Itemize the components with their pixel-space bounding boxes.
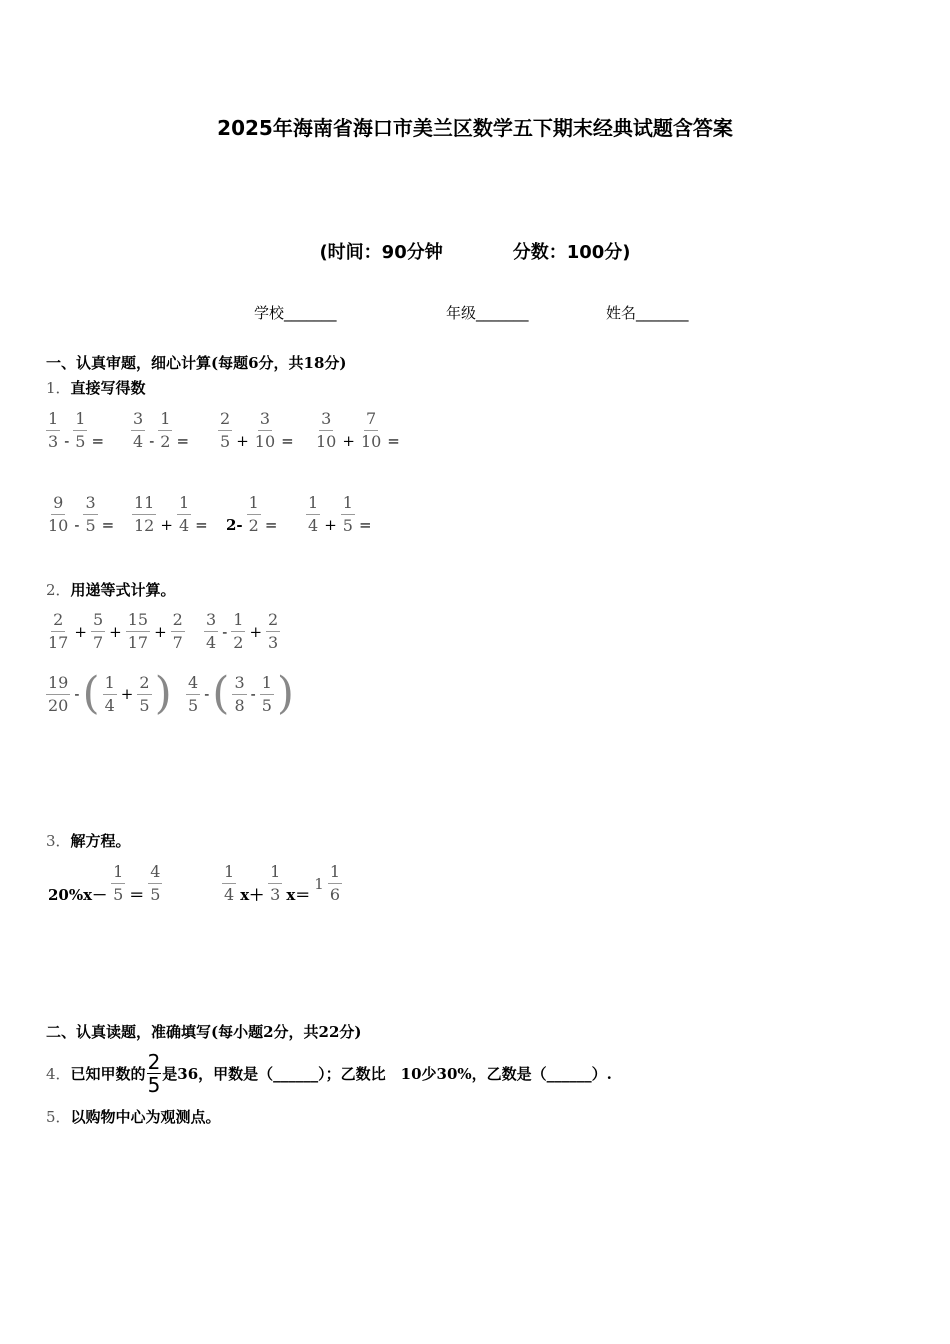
fraction — [148, 864, 162, 903]
q3-equation-2 — [220, 862, 344, 905]
question-number: 3． — [46, 832, 71, 850]
denominator: 5 — [150, 885, 161, 904]
fraction — [328, 864, 342, 903]
denominator: 4 — [133, 431, 144, 451]
numerator: 9 — [51, 495, 65, 515]
numerator: 1 — [222, 864, 236, 884]
denominator: 17 — [127, 633, 149, 652]
denominator: 3 — [268, 633, 279, 652]
fraction — [186, 672, 200, 715]
operator: x＋ — [240, 886, 265, 904]
fraction — [204, 612, 218, 651]
question-4 — [46, 1052, 612, 1095]
fraction — [359, 408, 383, 451]
fraction — [103, 672, 117, 715]
denominator: 10 — [316, 431, 337, 451]
numerator: 1 — [341, 495, 355, 515]
numerator: 11 — [132, 495, 156, 515]
question-text: 用递等式计算。 — [70, 581, 176, 599]
operator: + — [236, 432, 249, 450]
left-paren: ( — [82, 668, 100, 719]
numerator: 4 — [148, 864, 162, 884]
right-paren: ) — [154, 668, 172, 719]
denominator: 5 — [261, 695, 272, 715]
numerator: 1 — [247, 495, 261, 515]
section-1-heading: 一、认真审题，细心计算(每题6分，共18分) — [46, 354, 347, 372]
denominator: 5 — [85, 515, 96, 535]
operator: ＝ — [129, 886, 145, 904]
fraction — [46, 492, 70, 535]
numerator: 1 — [260, 675, 274, 695]
fraction — [314, 408, 338, 451]
question-number: 1． — [46, 379, 71, 397]
question-text: 解方程。 — [70, 832, 131, 850]
operator: x＝ — [286, 886, 311, 904]
fraction — [266, 612, 280, 651]
denominator: 8 — [234, 695, 245, 715]
q2-expression-3 — [44, 668, 173, 719]
grade-field: 年级_______ — [446, 304, 529, 322]
operator: + — [74, 622, 87, 641]
operator: = — [195, 516, 208, 534]
operator: = — [101, 516, 115, 534]
operator: 1 — [314, 874, 324, 893]
fraction — [231, 612, 245, 651]
denominator: 2 — [160, 431, 171, 451]
fraction — [341, 492, 355, 535]
operator: - — [204, 685, 210, 703]
question-text: 直接写得数 — [70, 379, 146, 397]
denominator: 10 — [254, 431, 276, 451]
fraction — [306, 492, 320, 535]
left-paren: ( — [212, 668, 230, 719]
denominator: 5 — [147, 1073, 161, 1097]
operator: + — [120, 685, 134, 703]
q3-equation-1 — [46, 862, 164, 905]
operator: + — [160, 516, 173, 534]
numerator: 2 — [218, 411, 232, 431]
denominator: 4 — [224, 885, 235, 904]
numerator: 1 — [231, 612, 245, 632]
denominator: 12 — [134, 515, 155, 535]
denominator: 10 — [360, 431, 382, 451]
fraction — [158, 408, 172, 451]
fraction — [147, 1052, 162, 1095]
question-5 — [46, 1106, 221, 1127]
numerator: 3 — [131, 411, 145, 431]
fraction — [253, 408, 277, 451]
q1-item-8 — [304, 494, 374, 534]
numerator: 19 — [46, 675, 70, 695]
denominator: 10 — [48, 515, 69, 535]
operator: + — [154, 622, 167, 641]
denominator: 2 — [233, 633, 244, 652]
denominator: 4 — [206, 633, 217, 652]
numerator: 4 — [186, 675, 200, 695]
question-number: 4． — [46, 1065, 71, 1083]
question-text: 以购物中心为观测点。 — [70, 1108, 221, 1126]
numerator: 1 — [268, 864, 282, 884]
operator: 2- — [226, 516, 243, 534]
fraction — [91, 612, 105, 651]
numerator: 1 — [46, 411, 60, 431]
fraction — [111, 864, 125, 903]
fraction — [73, 408, 87, 451]
denominator: 5 — [139, 695, 150, 715]
numerator: 3 — [258, 411, 272, 431]
operator: = — [358, 516, 372, 534]
fraction — [177, 492, 191, 535]
section-2-heading: 二、认真读题，准确填写(每小题2分，共22分) — [46, 1023, 362, 1041]
q1-item-6 — [130, 494, 210, 534]
numerator: 1 — [306, 495, 320, 515]
time-limit: (时间：90分钟 — [319, 242, 443, 263]
fraction — [132, 492, 156, 535]
numerator: 2 — [137, 675, 151, 695]
q1-item-2 — [129, 410, 191, 450]
name-field: 姓名_______ — [606, 304, 689, 322]
question-1-title — [46, 377, 146, 398]
exam-meta — [0, 238, 950, 264]
question-text-pre: 已知甲数的 — [70, 1065, 146, 1083]
q2-expression-1 — [44, 612, 187, 651]
denominator: 7 — [172, 633, 183, 652]
denominator: 2 — [248, 515, 259, 535]
operator: = — [387, 432, 400, 450]
numerator: 1 — [158, 411, 172, 431]
fraction — [83, 492, 97, 535]
operator: - — [250, 685, 256, 703]
fraction — [171, 612, 185, 651]
q1-item-5 — [44, 494, 116, 534]
fraction — [247, 492, 261, 535]
denominator: 3 — [48, 431, 59, 451]
numerator: 2 — [171, 612, 185, 632]
numerator: 5 — [91, 612, 105, 632]
fraction — [222, 864, 236, 903]
denominator: 20 — [48, 695, 69, 715]
denominator: 4 — [308, 515, 319, 535]
operator: = — [176, 432, 190, 450]
numerator: 1 — [103, 675, 117, 695]
question-number: 5． — [46, 1108, 71, 1126]
denominator: 4 — [104, 695, 115, 715]
right-paren: ) — [276, 668, 295, 719]
numerator: 2 — [147, 1050, 161, 1074]
school-field: 学校_______ — [254, 304, 337, 322]
fraction — [126, 612, 150, 651]
q1-item-7 — [224, 494, 279, 534]
denominator: 5 — [113, 885, 124, 904]
denominator: 5 — [220, 431, 231, 451]
numerator: 1 — [177, 495, 191, 515]
q2-expression-4 — [184, 668, 295, 719]
document-title: 2025年海南省海口市美兰区数学五下期末经典试题含答案 — [217, 116, 733, 140]
operator: - — [74, 685, 80, 703]
numerator: 1 — [73, 411, 87, 431]
numerator: 3 — [83, 495, 97, 515]
operator: + — [324, 516, 337, 534]
numerator: 15 — [126, 612, 150, 632]
denominator: 5 — [342, 515, 353, 535]
numerator: 1 — [111, 864, 125, 884]
question-3-title — [46, 830, 131, 851]
operator: + — [109, 622, 122, 641]
operator: = — [264, 516, 278, 534]
operator: - — [222, 622, 228, 641]
q2-expression-2 — [202, 612, 282, 651]
numerator: 7 — [364, 411, 378, 431]
operator: + — [249, 622, 263, 641]
operator: + — [342, 432, 355, 450]
question-text-post: 是36，甲数是（______）；乙数比 10少30%，乙数是（______）. — [162, 1065, 612, 1083]
operator: = — [91, 432, 105, 450]
operator: 20%x－ — [48, 886, 108, 904]
numerator: 3 — [204, 612, 218, 632]
fraction — [268, 864, 282, 903]
denominator: 5 — [188, 695, 199, 715]
numerator: 3 — [232, 675, 246, 695]
fraction — [46, 612, 70, 651]
fraction — [232, 672, 246, 715]
numerator: 2 — [51, 612, 65, 632]
numerator: 2 — [266, 612, 280, 632]
operator: - — [74, 516, 80, 534]
denominator: 4 — [178, 515, 190, 535]
denominator: 6 — [329, 885, 341, 904]
denominator: 7 — [92, 633, 104, 652]
operator: - — [64, 432, 70, 450]
fraction — [137, 672, 151, 715]
fraction — [131, 408, 145, 451]
fraction — [218, 408, 232, 451]
q1-item-1 — [44, 410, 106, 450]
denominator: 3 — [270, 885, 281, 904]
q1-item-4 — [312, 410, 402, 450]
denominator: 5 — [75, 431, 86, 451]
numerator: 1 — [328, 864, 342, 884]
question-2-title — [46, 579, 176, 600]
question-number: 2． — [46, 581, 71, 599]
fraction — [46, 672, 70, 715]
fraction — [260, 672, 274, 715]
numerator: 3 — [319, 411, 333, 431]
total-score: 分数：100分) — [512, 242, 631, 263]
fraction — [46, 408, 60, 451]
operator: - — [149, 432, 155, 450]
q1-item-3 — [216, 410, 296, 450]
operator: = — [281, 432, 294, 450]
denominator: 17 — [48, 633, 69, 652]
